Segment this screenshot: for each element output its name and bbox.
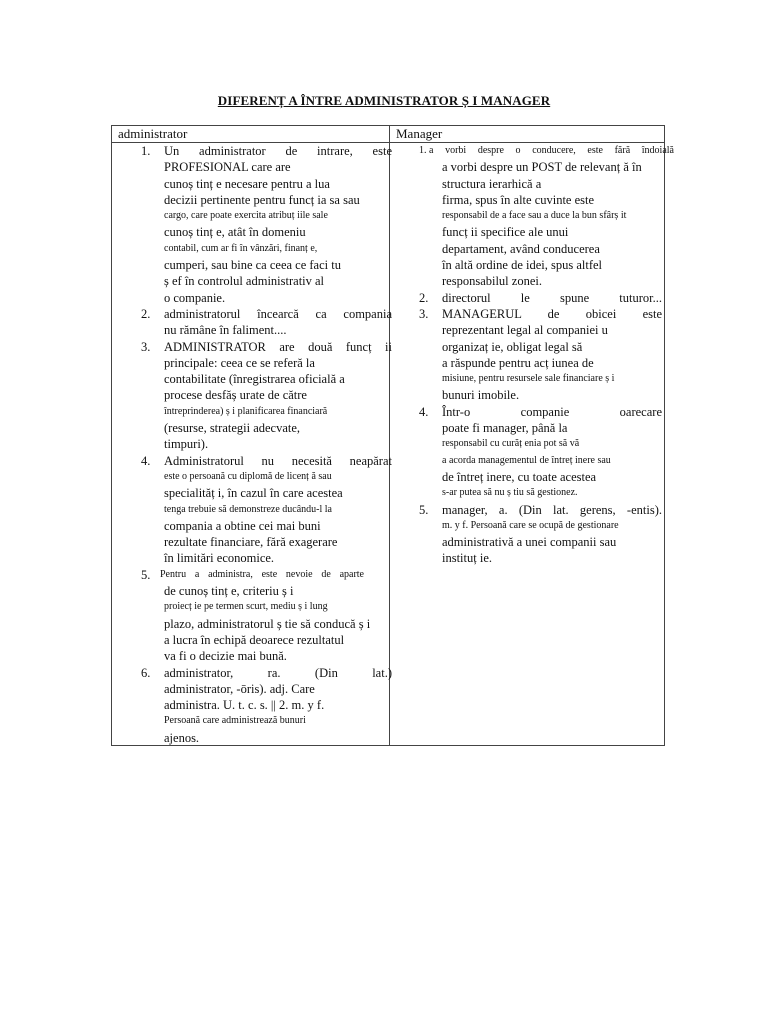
item-text-line: poate fi manager, până la xyxy=(442,421,568,436)
item-text-line: misiune, pentru resursele sale financiare ș i xyxy=(442,373,615,385)
administrator-item xyxy=(112,665,392,746)
item-text-line: procese desfăș urate de către xyxy=(164,388,307,403)
item-number: 1. xyxy=(419,145,427,156)
comparison-table xyxy=(111,125,674,746)
item-text-line: contabil, cum ar fi în vânzări, finanț e, xyxy=(164,242,318,254)
item-text-line: va fi o decizie mai bună. xyxy=(164,649,287,664)
item-text-line: contabilitate (înregistrarea oficială a xyxy=(164,372,345,387)
item-text-line: organizaț ie, obligat legal să xyxy=(442,339,583,354)
item-text-line: bunuri imobile. xyxy=(442,388,520,403)
item-text-line: cunoș tinț e necesare pentru a lua xyxy=(164,176,330,191)
item-text-line: directorul le spune tuturor... xyxy=(442,290,662,305)
header-manager: Manager xyxy=(396,126,443,141)
item-number: 4. xyxy=(419,404,429,419)
item-text-line: responsabilul zonei. xyxy=(442,274,542,289)
item-number: 6. xyxy=(141,665,151,680)
item-text-line: ADMINISTRATOR are două funcț ii xyxy=(164,339,392,354)
item-text-line: s-ar putea să nu ș tiu să gestionez. xyxy=(442,487,578,499)
manager-item xyxy=(390,502,666,567)
item-text-line: cargo, care poate exercita atribuț iile sale xyxy=(164,210,328,222)
administrator-item xyxy=(112,143,392,306)
item-text-line: de întreț inere, cu toate acestea xyxy=(442,469,597,484)
item-text-line: a lucra în echipă deoarece rezultatul xyxy=(164,632,345,647)
item-text-line: administrator, -ōris). adj. Care xyxy=(164,681,315,696)
item-text-line: cunoș tinț e, atât în domeniu xyxy=(164,225,306,240)
item-text-line: în limitări economice. xyxy=(164,551,275,566)
item-text-line: de cunoș tinț e, criteriu ș i xyxy=(164,584,294,599)
item-text-line: funcț ii specifice ale unui xyxy=(442,225,569,240)
item-text-line: responsabil de a face sau a duce la bun sfârș it xyxy=(442,210,627,222)
administrator-item xyxy=(112,339,392,453)
item-number: 3. xyxy=(141,339,151,354)
item-text-line: a vorbi despre un POST de relevanț ă în xyxy=(442,160,642,175)
manager-item xyxy=(390,306,666,404)
item-text-line: administratorul încearcă ca compania xyxy=(164,306,392,321)
item-text-line: ajenos. xyxy=(164,730,200,745)
item-text-line: compania a obtine cei mai buni xyxy=(164,518,321,533)
item-text-line: este o persoană cu diplomă de licenț ă sau xyxy=(164,470,332,482)
manager-item xyxy=(390,143,674,290)
administrator-item xyxy=(112,567,389,665)
item-text-line: ș ef în controlul administrativ al xyxy=(164,274,325,289)
administrator-item xyxy=(112,453,392,567)
item-text-line: responsabil cu curăț enia pot să vă xyxy=(442,438,580,450)
item-text-line: departament, având conducerea xyxy=(442,241,600,256)
item-number: 2. xyxy=(141,306,151,321)
item-text-line: o companie. xyxy=(164,290,226,305)
item-text-line: a răspunde pentru acț iunea de xyxy=(442,355,594,370)
item-text-line: m. y f. Persoană care se ocupă de gestionare xyxy=(442,519,619,531)
administrator-item xyxy=(112,306,392,339)
item-text-line: nu rămâne în faliment.... xyxy=(164,323,287,338)
item-text-line: în altă ordine de idei, spus altfel xyxy=(442,258,603,273)
item-text-line: cumperi, sau bine ca ceea ce faci tu xyxy=(164,258,341,273)
item-number: 5. xyxy=(419,502,429,517)
item-text-line: decizii pertinente pentru funcț ia sa sau xyxy=(164,192,360,207)
item-text-line: administra. U. t. c. s. || 2. m. y f. xyxy=(164,698,325,713)
item-text-line: manager, a. (Din lat. gerens, -entis). xyxy=(442,502,662,517)
item-number: 3. xyxy=(419,306,429,321)
item-text-line: tenga trebuie să demonstreze ducându-l la xyxy=(164,503,332,515)
item-text-line: a acorda managementul de întreț inere sau xyxy=(442,454,611,466)
item-text-line: principale: ceea ce se referă la xyxy=(164,355,315,370)
item-text-line: timpuri). xyxy=(164,437,209,452)
item-text-line: a vorbi despre o conducere, este fără îndoială xyxy=(429,145,674,156)
item-text-line: proiecț ie pe termen scurt, mediu ș i lung xyxy=(164,601,328,613)
item-text-line: plazo, administratorul ș tie să conducă ș i xyxy=(164,616,371,631)
header-administrator: administrator xyxy=(118,126,188,141)
item-text-line: instituț ie. xyxy=(442,551,492,566)
item-number: 5. xyxy=(141,567,151,582)
item-text-line: întreprinderea) ș i planificarea financiară xyxy=(164,405,328,417)
item-text-line: (resurse, strategii adecvate, xyxy=(164,421,301,436)
manager-item xyxy=(390,290,666,306)
item-number: 2. xyxy=(419,290,429,305)
item-text-line: administrator, ra. (Din lat.) xyxy=(164,665,392,680)
item-text-line: Pentru a administra, este nevoie de aparte xyxy=(160,568,364,580)
item-text-line: Persoană care administrează bunuri xyxy=(164,715,306,727)
item-text-line: administrativă a unei companii sau xyxy=(442,535,617,550)
item-text-line: rezultate financiare, fără exagerare xyxy=(164,535,338,550)
item-text-line: PROFESIONAL care are xyxy=(164,160,291,175)
document-title: DIFERENȚ A ÎNTRE ADMINISTRATOR Ș I MANAGER xyxy=(217,93,551,108)
item-text-line: reprezentant legal al companiei u xyxy=(442,323,608,338)
item-text-line: Un administrator de intrare, este xyxy=(164,144,392,158)
item-text-line: MANAGERUL de obicei este xyxy=(442,306,662,321)
item-text-line: specialităț i, în cazul în care acestea xyxy=(164,486,343,501)
item-text-line: structura ierarhică a xyxy=(442,176,542,191)
manager-column xyxy=(390,143,674,567)
item-text-line: Administratorul nu necesită neapărat xyxy=(164,453,392,468)
administrator-column xyxy=(112,143,392,746)
manager-item xyxy=(390,404,666,502)
item-text-line: Într-o companie oarecare xyxy=(442,404,662,419)
item-number: 4. xyxy=(141,453,151,468)
item-number: 1. xyxy=(141,144,151,158)
item-text-line: firma, spus în alte cuvinte este xyxy=(442,192,595,207)
